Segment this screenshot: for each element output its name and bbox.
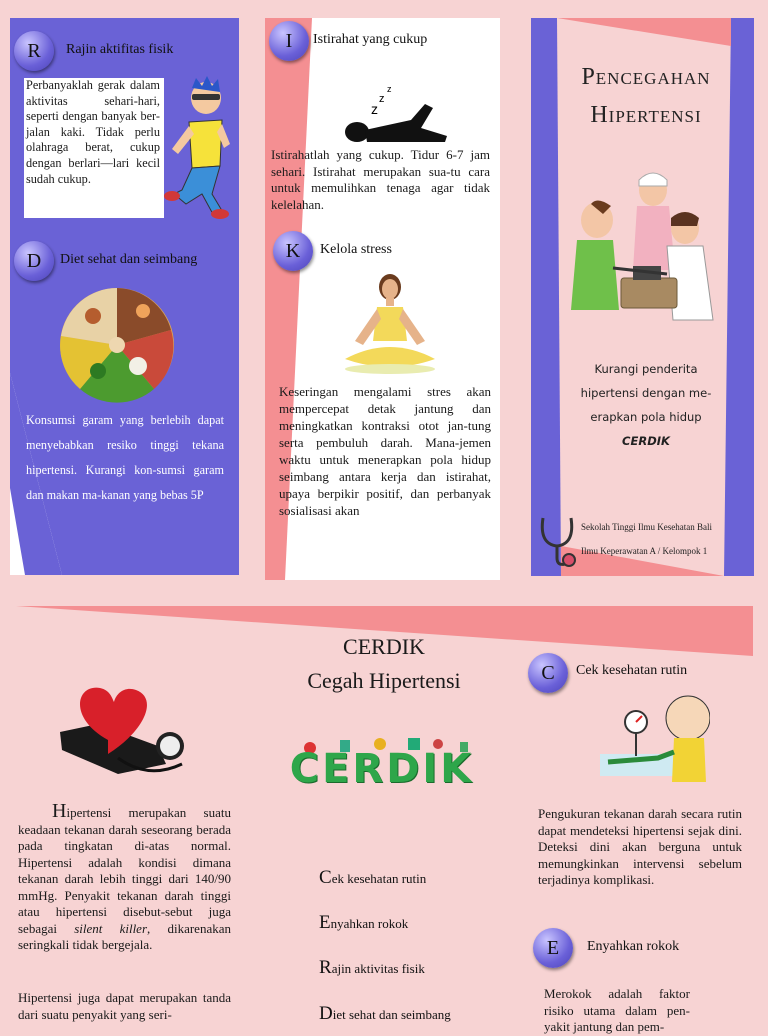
cerdik-subtitle: Cegah Hipertensi: [307, 668, 461, 693]
svg-text:z: z: [379, 93, 385, 105]
cover-subtitle-line3: erapkan pola hidup: [590, 410, 702, 424]
sleeping-man-illustration: [341, 84, 449, 146]
letter-badge-c: C: [528, 653, 568, 693]
intro-dropcap: H: [52, 800, 67, 822]
intro-paragraph-2: Hipertensi juga dapat merupakan tanda dari suatu penyakit yang seri-: [18, 990, 231, 1022]
text-cek-kesehatan: Pengukuran tekanan darah secara rutin dapat mendeteksi hipertensi sejak dini. Deteksi dini akan berguna untuk memungkinkan intervensi sebelum terjadinya komplikasi.: [538, 806, 742, 887]
intro-text-end: , dikarenakan seringkali tidak bergejala.: [18, 920, 231, 952]
letter-badge-r: R: [14, 31, 54, 71]
letter-badge-k: K: [273, 231, 313, 271]
doctor-patient-illustration: [563, 170, 727, 332]
intro-text: ipertensi merupakan suatu keadaan tekanan darah seseorang berada pada tingkatan di-atas normal. Hipertensi adalah kondisi dimana tekanan darah lebih tinggi dari 140/90 mmHg. Penyakit tekanan darah tinggi atau hipertensi disebut-sebut juga sebagai: [18, 805, 231, 936]
letter-badge-d: D: [14, 241, 54, 281]
running-man-illustration: [162, 74, 234, 219]
heading-cek-kesehatan: Cek kesehatan rutin: [576, 663, 688, 678]
cerdik-item-c: [319, 867, 426, 889]
intro-paragraph-1: [18, 800, 231, 954]
cerdik-item-e: [319, 912, 408, 934]
institution-name: Sekolah Tinggi Ilmu Kesehatan Bali: [581, 522, 712, 532]
text-diet-sehat: Konsumsi garam yang berlebih dapat menyebabkan resiko tinggi tekana hipertensi. Kurangi kon-sumsi garam dan makan ma-kanan yang bebas 5P: [26, 413, 224, 502]
blood-pressure-check-illustration: [598, 692, 710, 784]
cover-panel: [531, 18, 754, 576]
cerdik-item-r-text: ajin aktivitas fisik: [331, 961, 425, 976]
meditating-woman-illustration: [341, 271, 439, 375]
group-name: Ilmu Keperawatan A / Kelompok 1: [581, 546, 708, 556]
heading-kelola-stress: Kelola stress: [320, 242, 392, 257]
cerdik-item-c-cap: C: [319, 867, 332, 888]
cerdik-item-d-cap: D: [319, 1003, 333, 1024]
text-rajin-aktifitas: Perbanyaklah gerak dalam aktivitas sehari-hari, seperti dengan banyak ber-jalan kaki. Tidak perlu olahraga berat, cukup dengan berlari—lari kecil sudah cukup.: [26, 78, 160, 186]
cerdik-logo: [284, 728, 480, 800]
cover-subtitle-cerdik: CERDIK: [622, 434, 670, 448]
panel-r-d: [10, 18, 239, 575]
cerdik-item-d-text: iet sehat dan seimbang: [332, 1007, 451, 1022]
svg-text:z: z: [387, 84, 392, 94]
stethoscope-icon: [535, 514, 581, 568]
panel-i-k: [265, 18, 500, 580]
cover-subtitle-line2: hipertensi dengan me-: [580, 386, 712, 400]
letter-badge-i: I: [269, 21, 309, 61]
cover-title-line1: Pencegahan: [581, 64, 711, 90]
cover-subtitle-line1: Kurangi penderita: [594, 362, 698, 376]
cerdik-title: CERDIK: [343, 634, 425, 659]
cerdik-item-e-cap: E: [319, 912, 331, 933]
text-enyahkan-rokok: Merokok adalah faktor risiko utama dalam pen-yakit jantung dan pem-: [544, 986, 690, 1034]
cerdik-logo-text: CERDIK: [289, 746, 475, 792]
heading-rajin-aktifitas: Rajin aktifitas fisik: [66, 42, 174, 57]
heading-enyahkan-rokok: Enyahkan rokok: [587, 939, 680, 954]
cover-title-line2: Hipertensi: [590, 102, 702, 128]
intro-italic-term: silent killer: [74, 920, 148, 936]
svg-text:z: z: [371, 101, 378, 117]
heading-istirahat: Istirahat yang cukup: [313, 32, 428, 47]
cerdik-item-e-text: nyahkan rokok: [330, 916, 409, 931]
text-kelola-stress: Keseringan mengalami stres akan mempercepat detak jantung dan meningkatkan kontraksi otot jan-tung serta pembuluh darah. Mana-jemen waktu untuk menerapkan pola hidup seimbang antara kerja dan istirahat, upaya berpikir positif, dan perbanyak sosialisasi akan: [279, 384, 491, 518]
text-istirahat: Istirahatlah yang cukup. Tidur 6-7 jam sehari. Istirahat merupakan sua-tu cara untuk memulihkan tenaga agar tidak kelelahan.: [271, 147, 490, 212]
heading-diet-sehat: Diet sehat dan seimbang: [60, 252, 198, 267]
cerdik-item-r: [319, 957, 425, 979]
letter-badge-e: E: [533, 928, 573, 968]
cerdik-item-r-cap: R: [319, 957, 332, 978]
cerdik-item-c-text: ek kesehatan rutin: [331, 871, 427, 886]
heart-blood-pressure-illustration: [58, 684, 188, 782]
food-plate-illustration: [58, 286, 176, 404]
cerdik-item-d: [319, 1003, 451, 1025]
